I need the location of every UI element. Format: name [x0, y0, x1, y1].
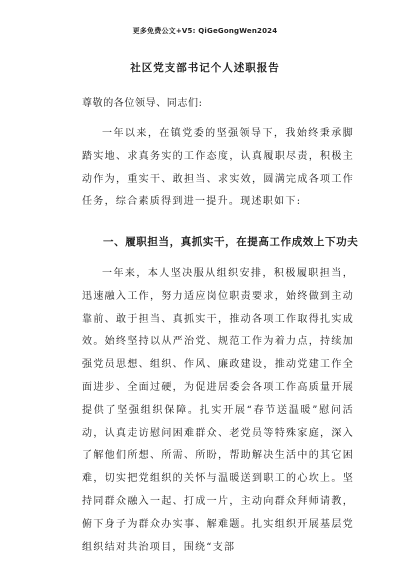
header-note: 更多免费公文+V5: QiGeGongWen2024 — [132, 27, 278, 35]
salutation: 尊敬的各位领导、同志们: — [82, 98, 203, 109]
body-paragraph: 一年来，本人坚决服从组织安排，积极履职担当，迅速融入工作，努力适应岗位职责要求，始终做到主动靠前、敢于担当、真抓实干，推动各项工作取得扎实成效。始终坚持以从严治党、规范工作为着力点，持续加强党员思想、组织、作风、廉政建设，推动党建工作全面进步、全面过硬，为促进居委会各项工作高质量开展提供了坚强组织保障。扎实开展“春节送温暖”慰问活动，认真走访慰问困难群众、老党员等特殊家庭，深入了解他们所想、所需、所盼，帮助解决生活中的其它困难，切实把党组织的关怀与温暖送到职工的心坎上。坚持同群众融入一起、打成一片，主动向群众拜师请教，俯下身子为群众办实事、解难题。扎实组织开展基层党组织结对共治项目，围绕“支部 — [82, 268, 354, 553]
intro-paragraph: 一年以来，在镇党委的坚强领导下，我始终秉承脚踏实地、求真务实的工作态度，认真履职尽责，积极主动作为，重实干、敢担当、求实效，圆满完成各项工作任务，综合素质得到进一提升。现述职如下: — [82, 128, 354, 208]
section-heading: 一、履职担当，真抓实干，在提高工作成效上下功夫 — [103, 236, 359, 248]
document-title: 社区党支部书记个人述职报告 — [130, 62, 280, 74]
